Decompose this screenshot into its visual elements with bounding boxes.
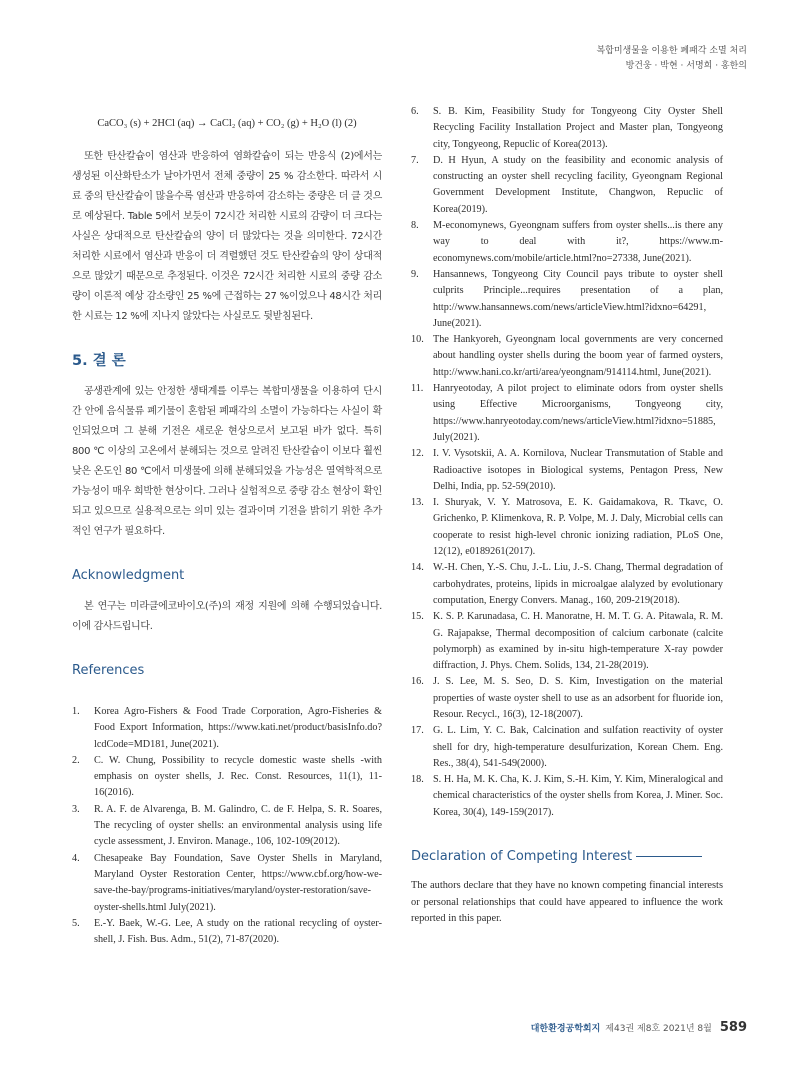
reference-item: 8. M-economynews, Gyeongnam suffers from oyster shells...is there any way to deal with it?, https://www.m-economynews.com/mobile/article.html?no=27338, June(2021). xyxy=(411,220,723,264)
journal-issue: 제43권 제8호 2021년 8월 xyxy=(605,1024,712,1034)
reference-list-right xyxy=(411,104,723,821)
reference-item: 13. I. Shuryak, V. Y. Matrosova, E. K. Gaidamakova, R. Tkavc, O. Grichenko, P. Klimenkova, R. P. Volpe, M. J. Daly, Microbial cells can cooperate to resist high-level chronic ionizing radiation, PLoS One, 12(12), e0189261(2017). xyxy=(411,497,723,558)
reference-item: 4. Chesapeake Bay Foundation, Save Oyster Shells in Maryland, Maryland Oyster Restoration Center, https://www.cbf.org/how-we-save-the-bay/programs-initiatives/maryland/oyster-restoration/save-oyster-shells.html July(2021). xyxy=(72,852,382,913)
right-column xyxy=(411,104,723,928)
declaration-heading-row xyxy=(411,849,723,864)
declaration-heading: Declaration of Competing Interest xyxy=(411,849,633,865)
reference-item: 9. Hansannews, Tongyeong City Council pays tribute to oyster shell culprits Principle...requires presentation of a plan, http://www.hansannews.com/news/articleView.html?idxno=64291, June(2021). xyxy=(411,268,723,329)
page-footer xyxy=(531,1020,747,1035)
reference-item: 7. D. H Hyun, A study on the feasibility and economic analysis of constructing an oyster shell recycling facility, Gyeongnam Regional Government Development Institute, Changwon, Repuclic of Korea(2019). xyxy=(411,154,723,215)
reference-item: 15. K. S. P. Karunadasa, C. H. Manoratne, H. M. T. G. A. Pitawala, R. M. G. Rajapakse, Thermal decomposition of calcium carbonate (calcite polymorph) as examined by in-situ high-temperature X-ray powder diffraction, J. Phys. Chem. Solids, 134, 21-28(2019). xyxy=(411,611,723,672)
equation-2: CaCO₃ (s) + 2HCl (aq) → CaCl₂ (aq) + CO₂ (g) + H₂O (l) (2) xyxy=(97,118,357,129)
page-number: 589 xyxy=(719,1020,747,1035)
reference-item: 11. Hanryeotoday, A pilot project to eliminate odors from oyster shells using Effective Microorganisms, Tongyeong city, https://www.hanryeotoday.com/news/articleView.html?idxno=51885, July(2021). xyxy=(411,383,723,443)
reference-item: 18. S. H. Ha, M. K. Cha, K. J. Kim, S.-H. Kim, Y. Kim, Mineralogical and chemical characteristics of the oyster shells from Korea, J. Miner. Soc. Korea, 30(4), 149-159(2017). xyxy=(411,774,723,818)
reference-item: 2. C. W. Chung, Possibility to recycle domestic waste shells -with emphasis on oyster shells, J. Rec. Const. Resources, 11(1), 11-16(2016). xyxy=(72,754,382,799)
running-header xyxy=(596,44,747,74)
reference-item: 16. J. S. Lee, M. S. Seo, D. S. Kim, Investigation on the material properties of waste oyster shell to use as an adsorbent for fluoride ion, Resour. Recycl., 16(3), 12-18(2007). xyxy=(411,676,723,720)
journal-name: 대한환경공학회지 xyxy=(530,1024,601,1034)
conclusion-paragraph: 공생관계에 있는 안정한 생태계를 이루는 복합미생물을 이용하여 단시간 안에 음식물류 폐기물이 혼합된 폐패각의 소멸이 가능하다는 사실이 확인되었으며 그 분해 기전은 새로운 현상으로서 보고된 바가 없다. 특히 800 ℃ 이상의 고온에서 분해되는 것으로 알려진 탄산칼슘이 이보다 훨씬 낮은 온도인 80 ℃에서 미생물에 의해 분해되었을 가능성은 열역학적으로 가능성이 매우 희박한 현상이다. 그러나 실험적으로 중량 감소 현상이 확인되고 있으므로 실용적으로는 의미 있는 결과이며 기전을 밝히기 위한 추가적인 연구가 필요하다. xyxy=(72,386,382,537)
acknowledgment-heading: Acknowledgment xyxy=(72,568,185,583)
reference-list-left xyxy=(72,704,382,948)
reference-item: 3. R. A. F. de Alvarenga, B. M. Galindro, C. de F. Helpa, S. R. Soares, The recycling of oyster shells: an environmental analysis using life cycle assessment, J. Environ. Manage., 106, 102-109(2012). xyxy=(72,803,382,848)
conclusion-heading: 5. 결 론 xyxy=(72,353,126,369)
references-heading: References xyxy=(72,663,145,678)
body-paragraph-1: 또한 탄산칼슘이 염산과 반응하여 염화칼슘이 되는 반응식 (2)에서는 생성된 이산화탄소가 날아가면서 전체 중량이 25 % 감소한다. 따라서 시료 중의 탄산칼슘이 많을수록 염산과 반응하여 감소하는 중량은 더 클 것으로 예상된다. Table 5에서 보듯이 72시간 처리한 시료의 감량이 더 크다는 사실은 상대적으로 탄산칼슘의 양이 더 많았다는 것을 의미한다. 72시간 처리한 시료에서 염산과 반응이 더 격렬했던 것도 탄산칼슘의 양이 상대적으로 많았기 때문으로 추정된다. 이것은 72시간 처리한 시료의 중량 감소량이 이론적 예상 감소량인 25 %에 근접하는 27 %이었으나 48시간 처리한 시료는 12 %에 지나지 않았다는 사실로도 뒷받침된다. xyxy=(72,151,382,322)
acknowledgment-text: 본 연구는 미라클에코바이오(주)의 재정 지원에 의해 수행되었습니다. 이에 감사드립니다. xyxy=(72,601,382,632)
running-header-title: 복합미생물을 이용한 폐패각 소멸 처리 xyxy=(596,46,747,56)
running-header-authors: 방건웅 · 박현 · 서명희 · 홍한의 xyxy=(625,61,747,71)
left-column xyxy=(72,118,382,948)
reference-item: 6. S. B. Kim, Feasibility Study for Tongyeong City Oyster Shell Recycling Facility Installation Project and Master plan, Tongyeong city, Tongyeong, Repuclic of Korea(2013). xyxy=(411,106,723,150)
reference-item: 17. G. L. Lim, Y. C. Bak, Calcination and sulfation reactivity of oyster shell for dry, high-temperature desulfurization, Korean Chem. Eng. Res., 38(4), 541-549(2000). xyxy=(411,725,723,769)
reference-item: 10. The Hankyoreh, Gyeongnam local governments are very concerned about handling oyster shells during the boom year of farmed oysters, http://www.hani.co.kr/arti/area/yeongnam/914114.html, June(2021). xyxy=(411,334,723,378)
declaration-text: The authors declare that they have no known competing financial interests or personal relationships that could have appeared to influence the work reported in this paper. xyxy=(411,880,723,925)
reference-item: 12. I. V. Vysotskii, A. A. Kornilova, Nuclear Transmutation of Stable and Radioactive isotopes in Biological systems, Pentagon Press, New Delhi, India, pp. 52-59(2010). xyxy=(411,448,723,492)
heading-rule xyxy=(636,856,702,857)
reference-item: 1. Korea Agro-Fishers & Food Trade Corporation, Agro-Fisheries & Food Export Information, https://www.kati.net/product/basisInfo.do?lcdCode=MD181, June(2021). xyxy=(72,706,382,750)
reference-item: 5. E.-Y. Baek, W.-G. Lee, A study on the rational recycling of oyster-shell, J. Fish. Bus. Adm., 51(2), 71-87(2020). xyxy=(72,917,382,946)
reference-item: 14. W.-H. Chen, Y.-S. Chu, J.-L. Liu, J.-S. Chang, Thermal degradation of carbohydrates, proteins, lipids in microalgae alalyzed by evolutionary computation, Energy Convers. Manag., 160, 209-219(2018). xyxy=(411,562,723,606)
